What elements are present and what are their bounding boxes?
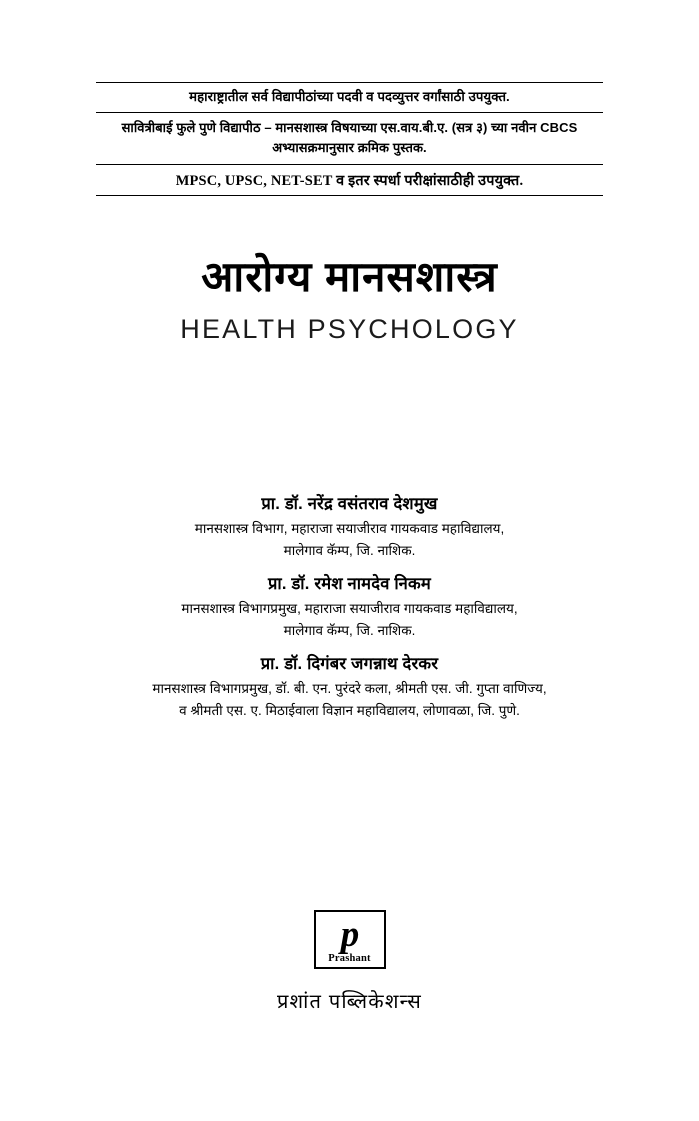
author-name: प्रा. डॉ. रमेश नामदेव निकम (268, 574, 431, 593)
author-entry (0, 653, 699, 722)
publisher-logo-word: Prashant (328, 953, 371, 965)
publisher-block (0, 910, 699, 1014)
book-title-english: HEALTH PSYCHOLOGY (180, 313, 519, 344)
book-title-marathi: आरोग्य मानसशास्त्र (201, 252, 498, 300)
banner-line-2: सावित्रीबाई फुले पुणे विद्यापीठ – मानसशास्त्र विषयाच्या एस.वाय.बी.ए. (सत्र ३) च्या नवीन CBCS अभ्यासक्रमानुसार क्रमिक पुस्तक. (121, 119, 578, 155)
banner-block (96, 82, 603, 196)
author-entry (0, 573, 699, 642)
author-affiliation-line: मालेगाव कॅम्प, जि. नाशिक. (283, 543, 416, 559)
book-cover-page (0, 82, 699, 1121)
banner-line-1: महाराष्ट्रातील सर्व विद्यापीठांच्या पदवी व पदव्युत्तर वर्गांसाठी उपयुक्त. (189, 89, 510, 104)
banner-divider-bottom (96, 195, 603, 196)
author-affiliation-line: मानसशास्त्र विभागप्रमुख, डॉ. बी. एन. पुरंदरे कला, श्रीमती एस. जी. गुप्ता वाणिज्य, (152, 680, 547, 696)
author-name: प्रा. डॉ. नरेंद्र वसंतराव देशमुख (261, 494, 438, 513)
publisher-logo-mark: p (340, 914, 359, 955)
author-affiliation-line: मालेगाव कॅम्प, जि. नाशिक. (283, 623, 416, 639)
author-entry (0, 493, 699, 562)
author-affiliation-line: मानसशास्त्र विभाग, महाराजा सयाजीराव गायकवाड महाविद्यालय, (194, 520, 505, 536)
author-affiliation-line: व श्रीमती एस. ए. मिठाईवाला विज्ञान महाविद्यालय, लोणावळा, जि. पुणे. (179, 703, 520, 719)
author-affiliation-line: मानसशास्त्र विभागप्रमुख, महाराजा सयाजीराव गायकवाड महाविद्यालय, (181, 600, 518, 616)
title-block (0, 254, 699, 345)
author-name: प्रा. डॉ. दिगंबर जगन्नाथ देरकर (260, 654, 439, 673)
banner-line-3: MPSC, UPSC, NET-SET व इतर स्पर्धा परीक्षांसाठीही उपयुक्त. (175, 173, 524, 190)
publisher-logo-icon (314, 910, 386, 969)
publisher-name: प्रशांत पब्लिकेशन्स (276, 991, 423, 1014)
authors-block (0, 493, 699, 722)
